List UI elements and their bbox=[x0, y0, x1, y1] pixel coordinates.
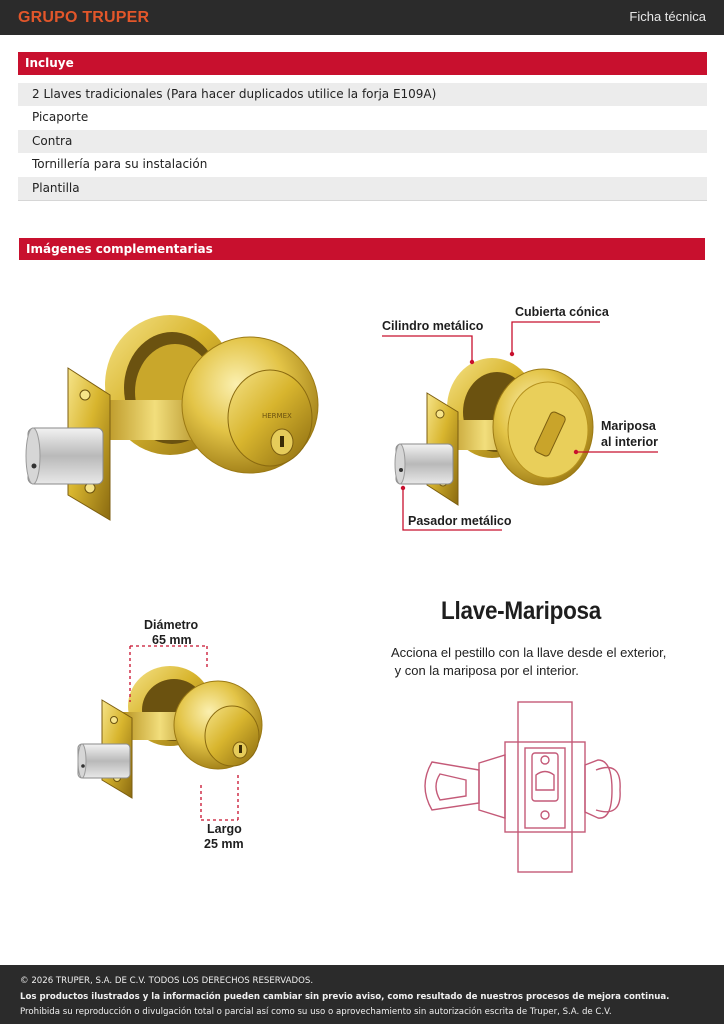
product-brand-mark: HERMEX bbox=[262, 412, 292, 420]
callout-pasador-label: Pasador metálico bbox=[408, 514, 512, 528]
document-type: Ficha técnica bbox=[629, 9, 706, 24]
operation-title: Llave-Mariposa bbox=[441, 597, 602, 625]
section-title-images: Imágenes complementarias bbox=[19, 238, 705, 260]
footer-notice: Los productos ilustrados y la información pueden cambiar sin previo aviso, como resultado de nuestros procesos de mejora continua. bbox=[20, 991, 670, 1002]
section-title-includes: Incluye bbox=[18, 52, 707, 75]
list-item: Contra bbox=[18, 130, 707, 153]
callout-mariposa-label: Mariposa bbox=[601, 419, 656, 433]
footer-legal: Prohibida su reproducción o divulgación total o parcial así como su uso o aprovechamiento sin autorización escrita de Truper, S.A. de C.V. bbox=[20, 1007, 612, 1017]
deadbolt-photo-large bbox=[26, 315, 318, 520]
callout-cubierta-label: Cubierta cónica bbox=[515, 305, 609, 319]
length-label: Largo bbox=[207, 822, 242, 836]
length-value: 25 mm bbox=[204, 837, 244, 851]
callout-mariposa-label-2: al interior bbox=[601, 435, 658, 449]
list-item: Picaporte bbox=[18, 106, 707, 129]
footer bbox=[0, 965, 724, 1024]
callout-cilindro-label: Cilindro metálico bbox=[382, 319, 484, 333]
list-item: 2 Llaves tradicionales (Para hacer duplicados utilice la forja E109A) bbox=[18, 83, 707, 106]
brand-logo: GRUPO TRUPER bbox=[18, 9, 150, 26]
diameter-label: Diámetro bbox=[144, 618, 199, 632]
deadbolt-photo-dimensions bbox=[78, 666, 262, 798]
lock-outline-diagram bbox=[425, 702, 620, 872]
operation-description: Acciona el pestillo con la llave desde el exterior, y con la mariposa por el interior. bbox=[391, 645, 667, 678]
deadbolt-photo-callouts bbox=[395, 358, 593, 505]
footer-copyright: © 2026 TRUPER, S.A. DE C.V. TODOS LOS DERECHOS RESERVADOS. bbox=[20, 976, 314, 986]
list-item: Plantilla bbox=[18, 177, 707, 200]
list-item: Tornillería para su instalación bbox=[18, 153, 707, 176]
diameter-value: 65 mm bbox=[152, 633, 192, 647]
